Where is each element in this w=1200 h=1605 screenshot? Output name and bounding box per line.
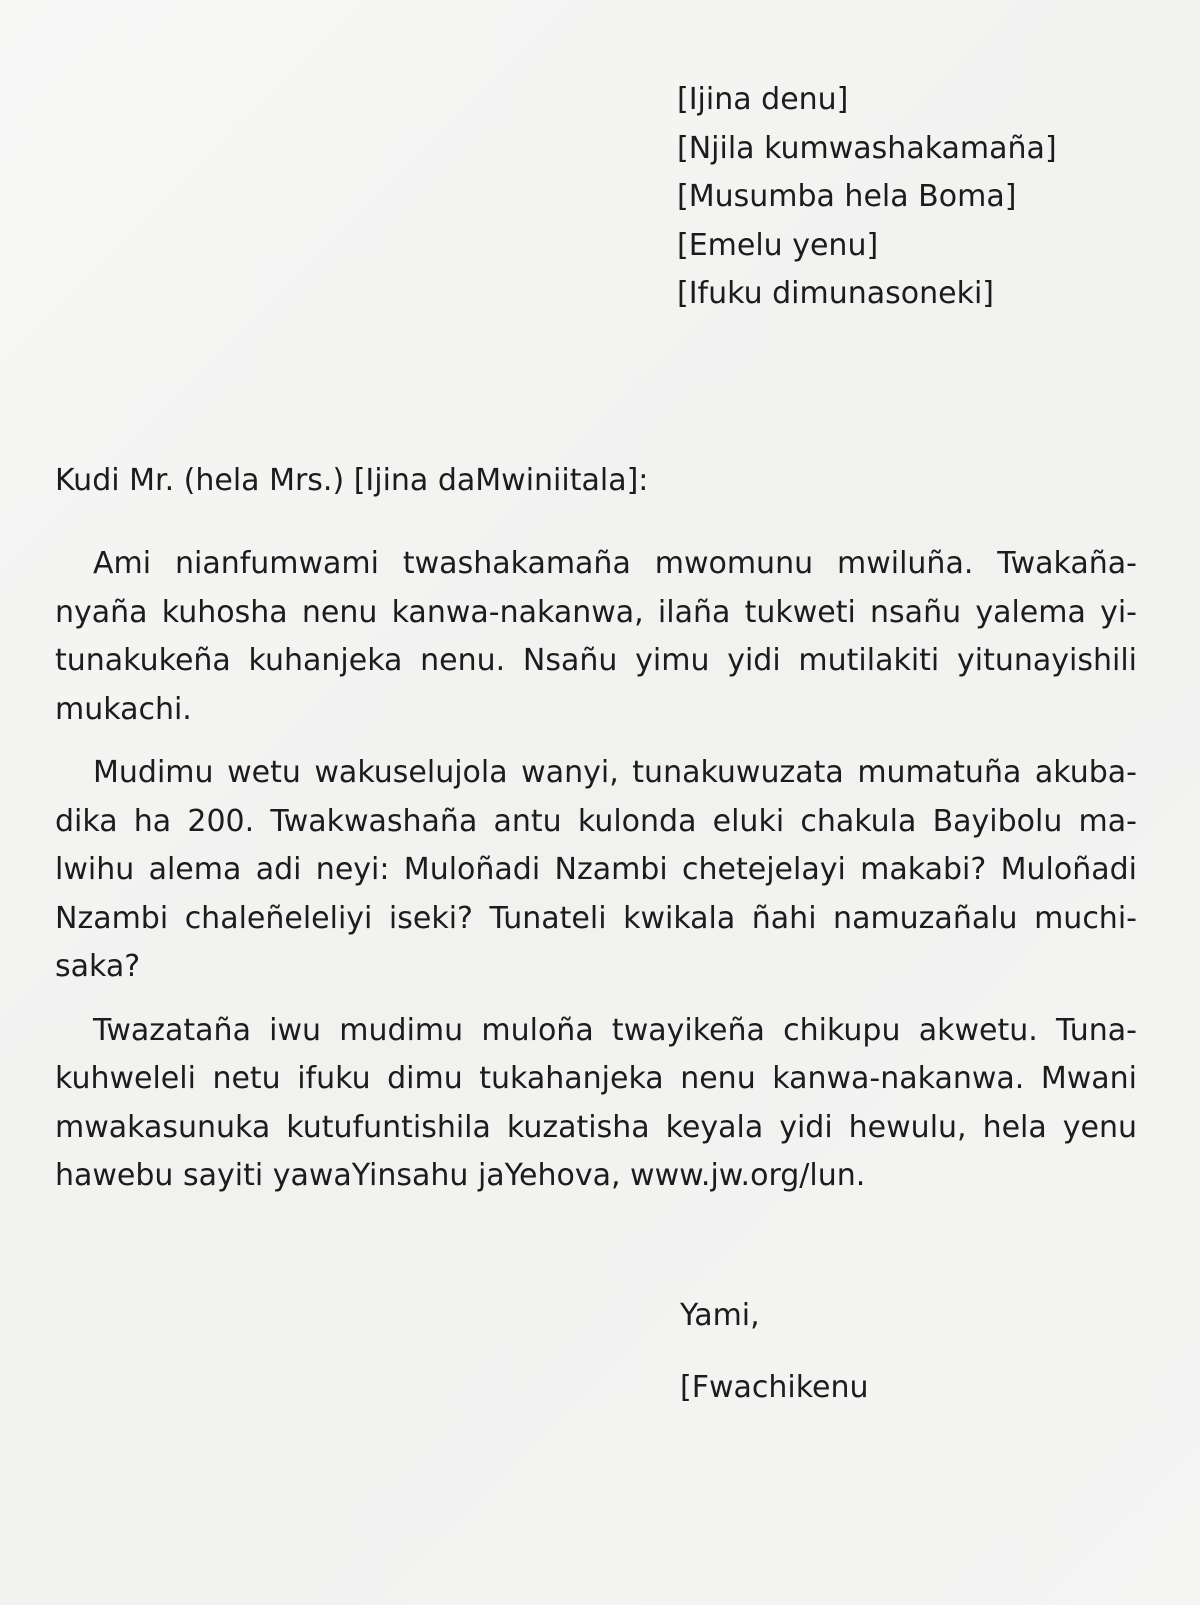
sender-city: [Musumba hela Boma] <box>677 179 1017 214</box>
salutation: Kudi Mr. (hela Mrs.) [Ijina daMwiniitala]: <box>55 463 649 498</box>
sender-address: [Njila kumwashakamaña] <box>677 130 1057 166</box>
paragraph-intro: Ami nianfumwami twashakamaña mwomunu mwiluña. Twakañanyaña kuhosha nenu kanwa-nakanwa, ilaña tukweti nsañu yalema yitunakukeña kuhanjeka nenu. Nsañu yimu yidi mutilakiti yitunayishili mukachi. <box>55 546 1137 727</box>
sender-email: [Emelu yenu] <box>677 227 879 263</box>
sender-address-block <box>677 76 1137 319</box>
letter-body <box>55 540 1137 1216</box>
signature: [Fwachikenu <box>680 1370 869 1405</box>
sender-name: [Ijina denu] <box>677 82 849 117</box>
closing: Yami, <box>680 1298 760 1333</box>
paragraph-work: Mudimu wetu wakuselujola wanyi, tunakuwuzata mumatuña akubadika ha 200. Twakwashaña antu kulonda eluki chakula Bayibolu malwihu alema adi neyi: Muloñadi Nzambi chetejelayi makabi? Muloñadi Nzambi chaleñeleliyi iseki? Tunateli kwikala ñahi namuzañalu muchisaka? <box>55 755 1137 984</box>
letter-date: [Ifuku dimunasoneki] <box>677 276 995 311</box>
paragraph-invitation: Twazataña iwu mudimu muloña twayikeña chikupu akwetu. Tunakuhweleli netu ifuku dimu tukahanjeka nenu kanwa-nakanwa. Mwani mwakasunuka kutufuntishila kuzatisha keyala yidi hewulu, hela yenu hawebu sayiti yawaYinsahu jaYehova, www.jw.org/lun. <box>55 1012 1137 1193</box>
